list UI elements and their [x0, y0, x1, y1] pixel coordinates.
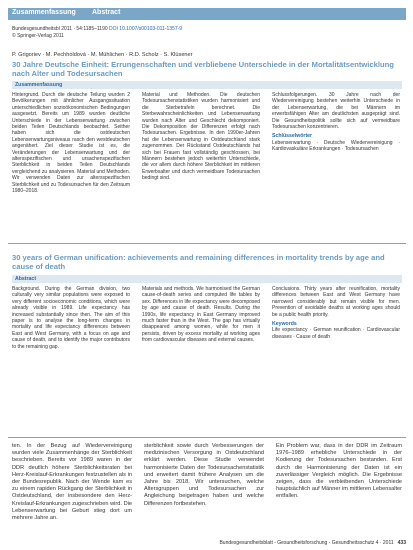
english-title: 30 years of German unification: achievements and remaining differences in mortality trends by age and cause of death — [12, 253, 385, 271]
body-column-2: sterblichkeit sowie durch Verbesserungen der medizinischen Versorgung in Ostdeutschland erklärt werden. Diese Studie verwendet harmonisierte Daten der Todesursachenstatistik und erweitert damit frühere Analysen um die Jahre bis 2018. Wir untersuchen, welche Altersgruppen und Todesursachen zur Angleichung beigetragen haben und welche Differenzen fortbestehen. — [144, 443, 264, 507]
german-title: 30 Jahre Deutsche Einheit: Errungenschaften und verbliebene Unterschiede in der Mortalitätsentwicklung nach Alter und Todesursachen — [12, 60, 394, 78]
body-column-3: Ein Problem war, dass in der DDR im Zeitraum 1976–1989 erhebliche Unterschiede in der Kodierung der Todesursachen bestanden. Erst durch die Harmonisierung der Daten ist ein zuverlässiger Vergleich möglich. Die Ergebnisse zeigen, dass die verbleibenden Unterschiede hauptsächlich auf Männer im mittleren Lebensalter entfallen. — [276, 443, 402, 500]
german-abstract-label: Zusammenfassung — [12, 81, 402, 89]
english-abstract-label: Abstract — [12, 275, 402, 283]
german-abstract-col2: Material und Methoden. Die deutschen Todesursachenstatistiken wurden harmonisiert und die Sterbetrafeln berechnet. Die Sterbewahrscheinlichkeiten und Lebenserwartung wurden nach Alter und Geschlecht dekomponiert. Die Dekomposition der Differenzen erfolgt nach Todesursachen. Ergebnisse. In den 1990er-Jahren hat die Lebenserwartung in Ostdeutschland stark zugenommen. Der Rückstand Ostdeutschlands hat sich bei Frauen fast vollständig geschlossen, bei Männern bestehen jedoch weiterhin Unterschiede, die vor allem durch höhere Sterblichkeit im mittleren Erwerbsalter und durch vermeidbare Todesursachen bedingt sind. — [142, 92, 260, 182]
section-label: Zusammenfassung — [12, 9, 76, 16]
german-keywords-label: Schlüsselwörter — [272, 133, 313, 140]
page-footer — [150, 540, 406, 546]
section-divider — [8, 243, 406, 244]
body-column-1: ten. In der Bezug auf Wiedervereinigung wurden viele Zusammenhänge der Sterblichkeit beschrieben. Bereits vor 1989 waren in der DDR deutlich höhere Sterblichkeitsraten bei Herz-Kreislauf-Erkrankungen festzustellen als in der Bundesrepublik. Nach der Wende kam es zu einem rapiden Rückgang der Sterblichkeit in Ostdeutschland, der insbesondere den Herz-Kreislauf-Erkrankungen zugeschrieben wird. Die Lebenserwartung bei Geburt stieg dort um mehrere Jahre an. — [12, 443, 132, 522]
english-abstract-col3 — [272, 286, 400, 340]
citation: Bundesgesundheitsbl 2011 · 54:1185–1190 — [12, 26, 108, 32]
english-abstract-col2: Materials and methods. We harmonised the German cause-of-death series and computed life tables by sex. Differences in life expectancy were decomposed by age and cause of death. Results. During the 1990s, life expectancy in East Germany improved much faster than in the West. The gap has virtually disappeared among women, while for men it persists, driven by excess mortality at working ages from cardiovascular diseases and external causes. — [142, 286, 260, 344]
english-conclusion: Conclusions. Thirty years after reunification, mortality differences between East and West Germany have narrowed considerably but remain visible for men. Prevention of avoidable deaths at working ages should be a public health priority. — [272, 286, 400, 318]
english-keywords: Life expectancy · German reunification · Cardiovascular diseases · Cause of death — [272, 327, 400, 340]
page-number: 433 — [397, 540, 406, 546]
copyright-line: © Springer-Verlag 2011 — [12, 33, 64, 39]
author-list: P. Grigoriev · M. Pechholdová · M. Mühlichen · R.D. Scholz · S. Klüsener — [12, 52, 193, 58]
german-abstract-col1: Hintergrund. Durch die deutsche Teilung wurden 2 Bevölkerungen mit ähnlicher Ausgangssituation unterschiedlichen sozioökonomischen Bedingungen ausgesetzt. Bereits um 1989 wurden deutliche Unterschiede in der Lebenserwartung zwischen beiden Teilen Deutschlands beobachtet. Seither haben sich die ostdeutschen Lebenserwartungsniveaus rasch den westdeutschen angenähert. Ziel dieser Studie ist es, die Veränderungen der Lebenserwartung und der altersspezifischen und ursachenspezifischen Sterblichkeit in beiden Teilen Deutschlands vergleichend zu analysieren. Material und Methoden. Wir verwenden Daten zur altersspezifischen Sterblichkeit und zu Todesursachen für den Zeitraum 1980–2018. — [12, 92, 130, 195]
subsection-label: Abstract — [92, 9, 121, 16]
section-header-bar — [8, 8, 406, 20]
german-abstract-col3 — [272, 92, 400, 153]
german-keywords: Lebenserwartung · Deutsche Wiedervereinigung · Kardiovaskuläre Erkrankungen · Todesursachen — [272, 139, 400, 153]
body-divider — [8, 437, 406, 438]
german-conclusion: Schlussfolgerungen. 30 Jahre nach der Wiedervereinigung bestehen weiterhin Unterschiede in der Lebenserwartung, die bei Männern im erwerbsfähigen Alter am deutlichsten ausgeprägt sind. Die Gesundheitspolitik sollte sich auf vermeidbare Todesursachen konzentrieren. — [272, 92, 400, 131]
journal-name: Bundesgesundheitsblatt - Gesundheitsforschung - Gesundheitsschutz 4 · 2011 — [219, 540, 394, 546]
english-keywords-label: Keywords — [272, 321, 297, 328]
english-abstract-col1: Background. During the German division, two culturally very similar populations were exposed to very different socioeconomic conditions, which were already visible in 1989. Life expectancy has increased substantially since then. The aim of this paper is to analyse the long-term changes in mortality and life expectancy differences between East and West Germany, with a focus on age and cause of death, and to identify the major contributors to the remaining gap. — [12, 286, 130, 350]
article-meta — [12, 26, 402, 40]
doi-link[interactable]: DOI 10.1007/s00103-011-1357-9 — [109, 26, 183, 32]
citation-line — [12, 26, 402, 33]
